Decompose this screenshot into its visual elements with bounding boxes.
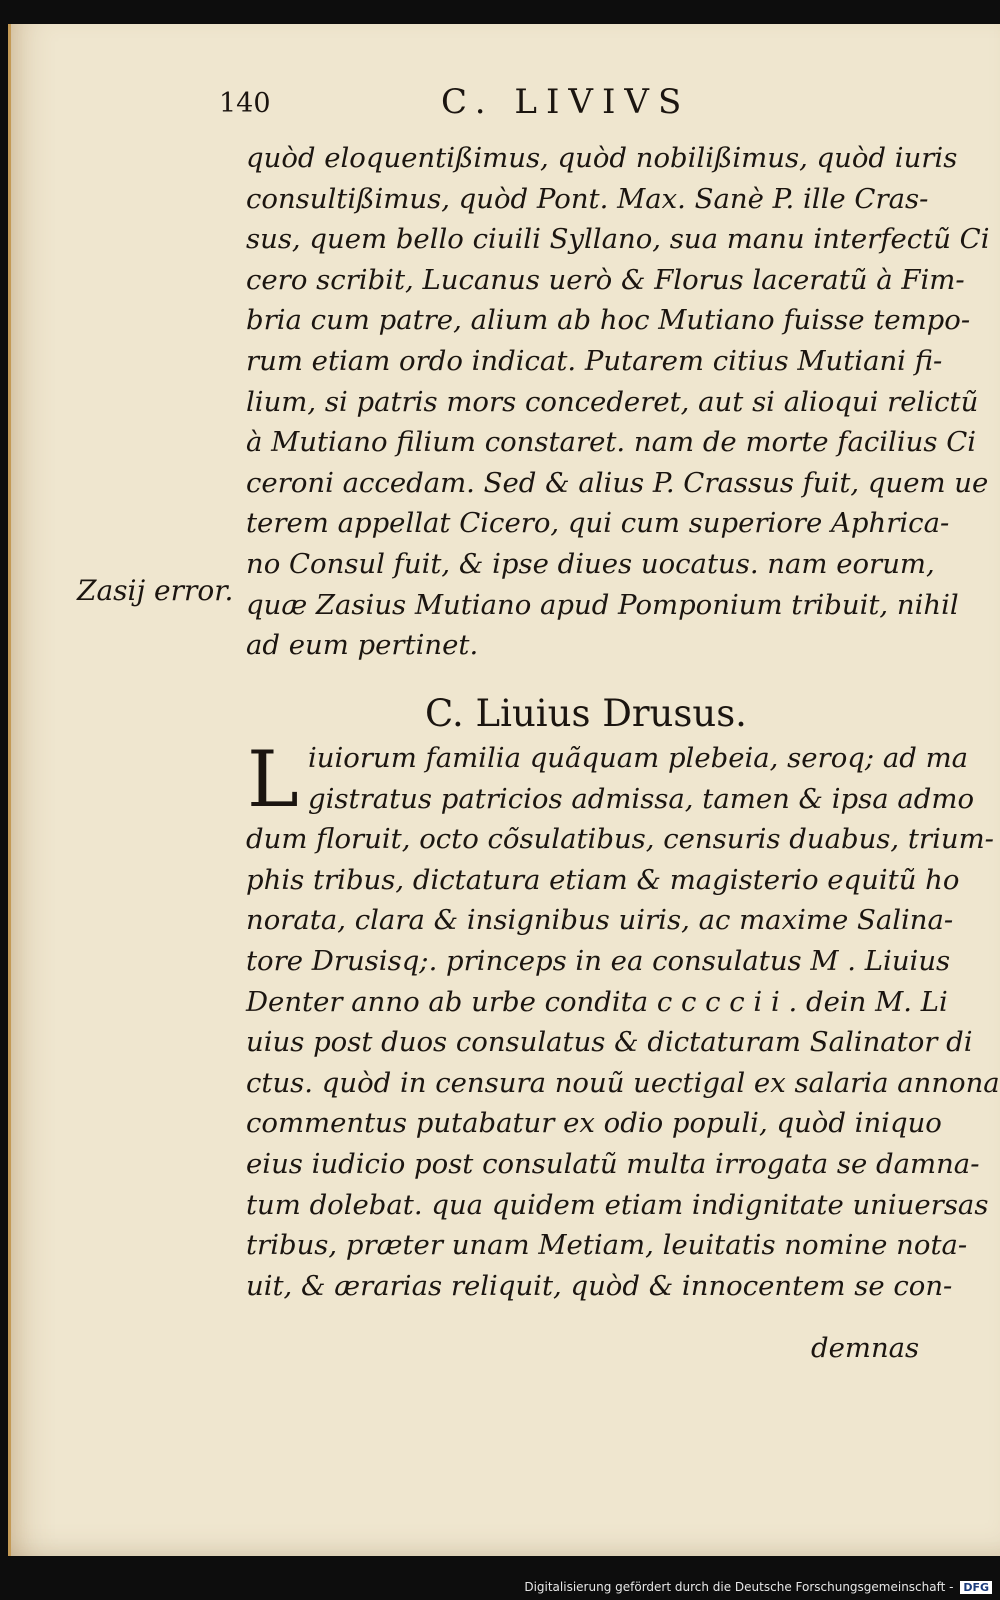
dfg-logo: DFG (960, 1581, 992, 1594)
text-line: quæ Zasius Mutiano apud Pomponium tribuit, nihil (246, 588, 959, 621)
text-line: sus, quem bello ciuili Syllano, sua manu interfectũ Ci (246, 223, 990, 256)
section-heading: C. Liuius Drusus. (425, 692, 747, 735)
drop-initial: L (247, 735, 299, 825)
text-line: à Mutiano filium constaret. nam de morte facilius Ci (246, 426, 977, 459)
page-number: 140 (219, 88, 271, 119)
text-line: ad eum pertinet. (246, 629, 479, 662)
text-line: Denter anno ab urbe condita c c c c i i . dein M. Li (246, 985, 948, 1018)
text-line: dum floruit, octo cõsulatibus, censuris duabus, trium- (246, 823, 994, 856)
book-page (8, 24, 1000, 1556)
text-line: commentus putabatur ex odio populi, quòd iniquo (246, 1107, 942, 1140)
text-line: tore Drusisq;. princeps in ea consulatus M . Liuius (246, 944, 951, 977)
text-line: bria cum patre, alium ab hoc Mutiano fuisse tempo- (246, 304, 971, 337)
text-line: terem appellat Cicero, qui cum superiore Aphrica- (246, 507, 950, 540)
text-line: quòd eloquentißimus, quòd nobilißimus, quòd iuris (246, 142, 958, 174)
text-line: consultißimus, quòd Pont. Max. Sanè P. ille Cras- (246, 182, 929, 215)
text-line: tribus, præter unam Metiam, leuitatis nomine nota- (246, 1229, 968, 1262)
credit-text: Digitalisierung gefördert durch die Deutsche Forschungsgemeinschaft - (524, 1580, 954, 1594)
text-line: cero scribit, Lucanus uerò & Florus laceratũ à Fim- (246, 263, 965, 296)
text-line: ceroni accedam. Sed & alius P. Crassus fuit, quem ue (246, 466, 989, 499)
text-line: no Consul fuit, & ipse diues uocatus. nam eorum, (246, 547, 935, 580)
text-line: iuiorum familia quãquam plebeia, seroq; ad ma (308, 742, 969, 774)
text-block-1 (246, 138, 990, 666)
text-line: rum etiam ordo indicat. Putarem citius Mutiani fi- (246, 344, 943, 377)
margin-note: Zasij error. (77, 574, 234, 607)
catchword: demnas (811, 1332, 920, 1364)
text-line: tum dolebat. qua quidem etiam indignitate uniuersas (246, 1188, 989, 1221)
text-line: lium, si patris mors concederet, aut si alioqui relictũ (246, 385, 979, 418)
footer-credit (524, 1580, 992, 1594)
text-block-2 (246, 735, 1000, 1306)
running-head: C. LIVIVS (441, 82, 691, 122)
text-line: gistratus patricios admissa, tamen & ipsa admo (308, 782, 975, 815)
text-line: uius post duos consulatus & dictaturam Salinator di (246, 1026, 973, 1059)
text-line: phis tribus, dictatura etiam & magisterio equitũ ho (246, 863, 960, 896)
text-line: uit, & ærarias reliquit, quòd & innocentem se con- (246, 1269, 953, 1302)
text-line: norata, clara & insignibus uiris, ac maxime Salina- (246, 904, 954, 937)
text-line: eius iudicio post consulatũ multa irrogata se damna- (246, 1147, 980, 1180)
text-line: ctus. quòd in censura nouũ uectigal ex salaria annona (246, 1066, 1000, 1099)
